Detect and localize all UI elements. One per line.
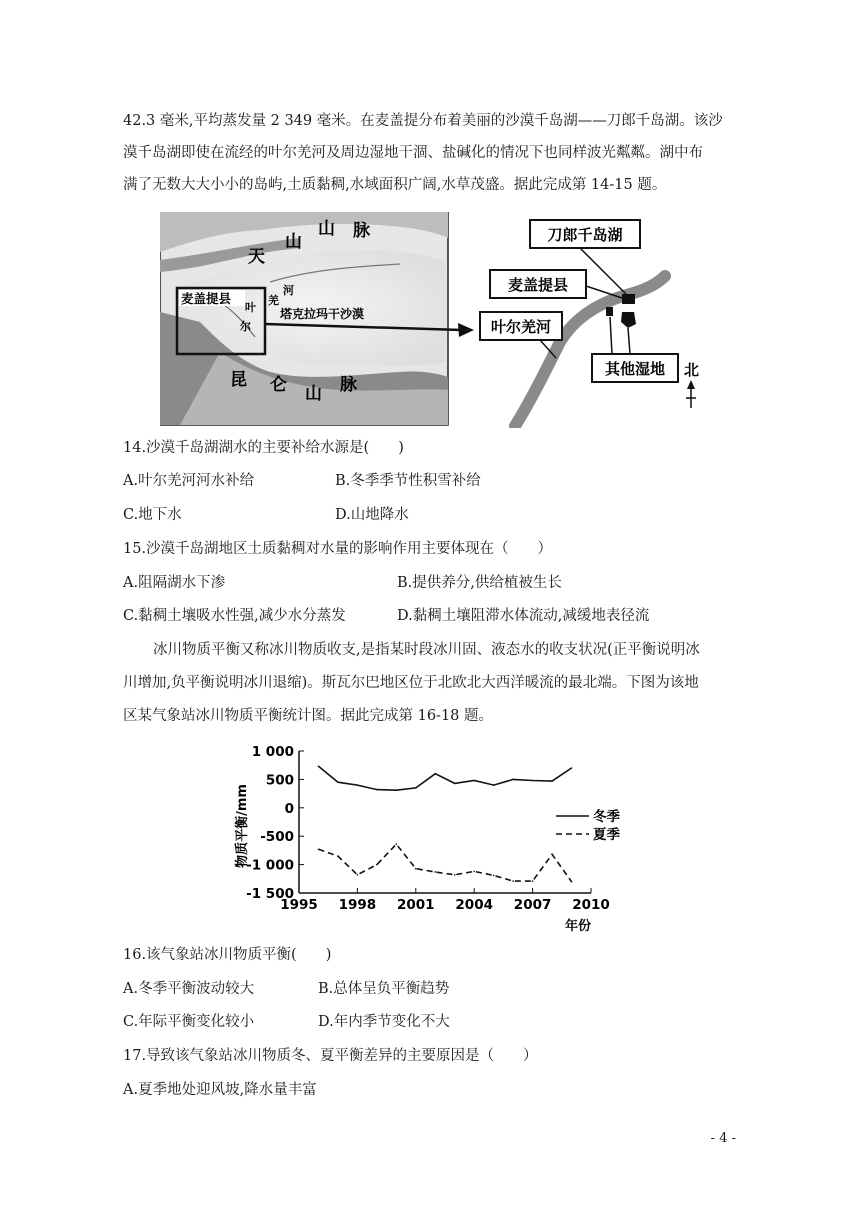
intro2-line-1: 冰川物质平衡又称冰川物质收支,是指某时段冰川固、液态水的收支状况(正平衡说明冰	[153, 642, 700, 658]
chart-point	[376, 864, 378, 866]
q15-option-b: B.提供养分,供给植被生长	[397, 575, 562, 591]
callout-wetland-pointer-2	[628, 328, 630, 354]
chart-point	[551, 780, 553, 782]
chart-point	[318, 848, 320, 850]
q17-option-a: A.夏季地处迎风坡,降水量丰富	[123, 1082, 317, 1098]
mountain-label-south-2: 仑	[270, 375, 287, 395]
chart-point	[396, 843, 398, 845]
callout-wetland-pointer-1	[610, 317, 612, 354]
chart-x-tick-label: 2010	[572, 897, 610, 913]
chart-point	[337, 855, 339, 857]
river-char-3: 羌	[268, 294, 279, 307]
chart-legend-label: 夏季	[593, 827, 620, 843]
north-label: 北	[684, 361, 700, 379]
chart-point	[571, 767, 573, 769]
page-number: - 4 -	[710, 1131, 736, 1146]
q14-stem: 14.沙漠千岛湖湖水的主要补给水源是( )	[123, 440, 404, 456]
chart-point	[415, 787, 417, 789]
mountain-label-north-2: 山	[285, 232, 302, 252]
glacier-balance-chart	[226, 738, 626, 934]
map-svg	[160, 212, 708, 428]
q15-option-d: D.黏稠土壤阻滞水体流动,减缓地表径流	[397, 608, 650, 624]
q16-option-c: C.年际平衡变化较小	[123, 1014, 255, 1030]
mountain-label-south-4: 脉	[340, 375, 357, 395]
chart-x-tick-label: 2007	[513, 897, 552, 913]
chart-y-axis-label: 物质平衡/mm	[235, 784, 250, 868]
chart-y-tick-label: 0	[284, 800, 294, 817]
intro2-line-2: 川增加,负平衡说明冰川退缩)。斯瓦尔巴地区位于北欧北大西洋暖流的最北端。下图为该地	[123, 675, 699, 691]
chart-point	[454, 783, 456, 785]
mountain-label-south-1: 昆	[230, 370, 247, 390]
river-char-4: 河	[283, 284, 294, 297]
q16-stem: 16.该气象站冰川物质平衡( )	[123, 947, 332, 963]
lake-marker-main	[622, 294, 635, 304]
mountain-label-south-3: 山	[305, 384, 322, 404]
intro2-line-3: 区某气象站冰川物质平衡统计图。据此完成第 16-18 题。	[123, 708, 494, 724]
chart-point	[473, 871, 475, 873]
north-arrow-head	[687, 380, 695, 389]
chart-y-tick-label: -1 500	[246, 886, 294, 902]
chart-point	[512, 779, 514, 781]
chart-x-axis-label: 年份	[564, 919, 592, 934]
intro-line-2: 漠千岛湖即使在流经的叶尔羌河及周边湿地干涸、盐碱化的情况下也同样波光粼粼。湖中布	[123, 145, 703, 161]
chart-series-summer-line	[319, 844, 572, 881]
q17-stem: 17.导致该气象站冰川物质冬、夏平衡差异的主要原因是（ ）	[123, 1048, 538, 1064]
q14-option-c: C.地下水	[123, 507, 182, 523]
callout-wetland-label: 其他湿地	[604, 360, 666, 378]
chart-point	[357, 874, 359, 876]
q16-option-a: A.冬季平衡波动较大	[123, 981, 255, 997]
q15-option-a: A.阻隔湖水下渗	[123, 575, 226, 591]
q16-option-b: B.总体呈负平衡趋势	[318, 981, 450, 997]
chart-point	[512, 880, 514, 882]
river-char-2: 尔	[240, 320, 251, 333]
wetland-marker-1	[606, 307, 613, 316]
chart-point	[493, 784, 495, 786]
q15-option-c: C.黏稠土壤吸水性强,减少水分蒸发	[123, 608, 346, 624]
chart-point	[434, 871, 436, 873]
chart-series-winter-line	[319, 766, 572, 790]
chart-x-tick-label: 1998	[338, 897, 377, 913]
chart-legend-label: 冬季	[593, 809, 620, 825]
river-char-1: 叶	[245, 301, 256, 314]
chart-point	[532, 880, 534, 882]
chart-point	[337, 781, 339, 783]
intro-line-3: 满了无数大大小小的岛屿,土质黏稠,水域面积广阔,水草茂盛。据此完成第 14-15 题。	[123, 177, 667, 193]
map-arrow-head	[458, 323, 474, 337]
chart-point	[318, 766, 320, 768]
q14-option-b: B.冬季季节性积雪补给	[335, 473, 481, 489]
chart-x-tick-label: 1995	[280, 897, 318, 913]
county-label-map: 麦盖提县	[181, 291, 232, 306]
q14-option-d: D.山地降水	[335, 507, 409, 523]
chart-y-tick-label: -500	[260, 829, 294, 846]
map-figure	[160, 212, 708, 428]
q15-stem: 15.沙漠千岛湖地区土质黏稠对水量的影响作用主要体现在（ ）	[123, 541, 553, 557]
intro-line-1: 42.3 毫米,平均蒸发量 2 349 毫米。在麦盖提分布着美丽的沙漠千岛湖——刀郎千岛湖。该沙	[123, 113, 723, 129]
desert-label: 塔克拉玛干沙漠	[280, 307, 365, 321]
mountain-label-north-3: 山	[318, 219, 335, 239]
chart-point	[396, 789, 398, 791]
chart-point	[454, 874, 456, 876]
callout-county-label: 麦盖提县	[507, 276, 569, 294]
chart-y-tick-label: 1 000	[251, 744, 294, 760]
chart-point	[571, 881, 573, 883]
chart-svg	[226, 738, 626, 934]
chart-point	[532, 780, 534, 782]
chart-point	[376, 789, 378, 791]
chart-x-tick-label: 2001	[397, 897, 435, 913]
chart-y-tick-label: -1 000	[246, 857, 294, 874]
chart-point	[434, 773, 436, 775]
callout-river-label: 叶尔羌河	[490, 318, 552, 336]
q14-option-a: A.叶尔羌河河水补给	[123, 473, 255, 489]
chart-point	[551, 854, 553, 856]
mountain-label-north-1: 天	[248, 247, 265, 267]
mountain-label-north-4: 脉	[353, 221, 370, 241]
chart-point	[493, 875, 495, 877]
chart-y-tick-label: 500	[265, 772, 294, 789]
callout-lake-label: 刀郎千岛湖	[547, 226, 623, 244]
q16-option-d: D.年内季节变化不大	[318, 1014, 450, 1030]
chart-x-tick-label: 2004	[455, 897, 493, 913]
chart-point	[357, 784, 359, 786]
chart-point	[415, 868, 417, 870]
chart-point	[473, 780, 475, 782]
wetland-marker-2	[621, 312, 636, 328]
